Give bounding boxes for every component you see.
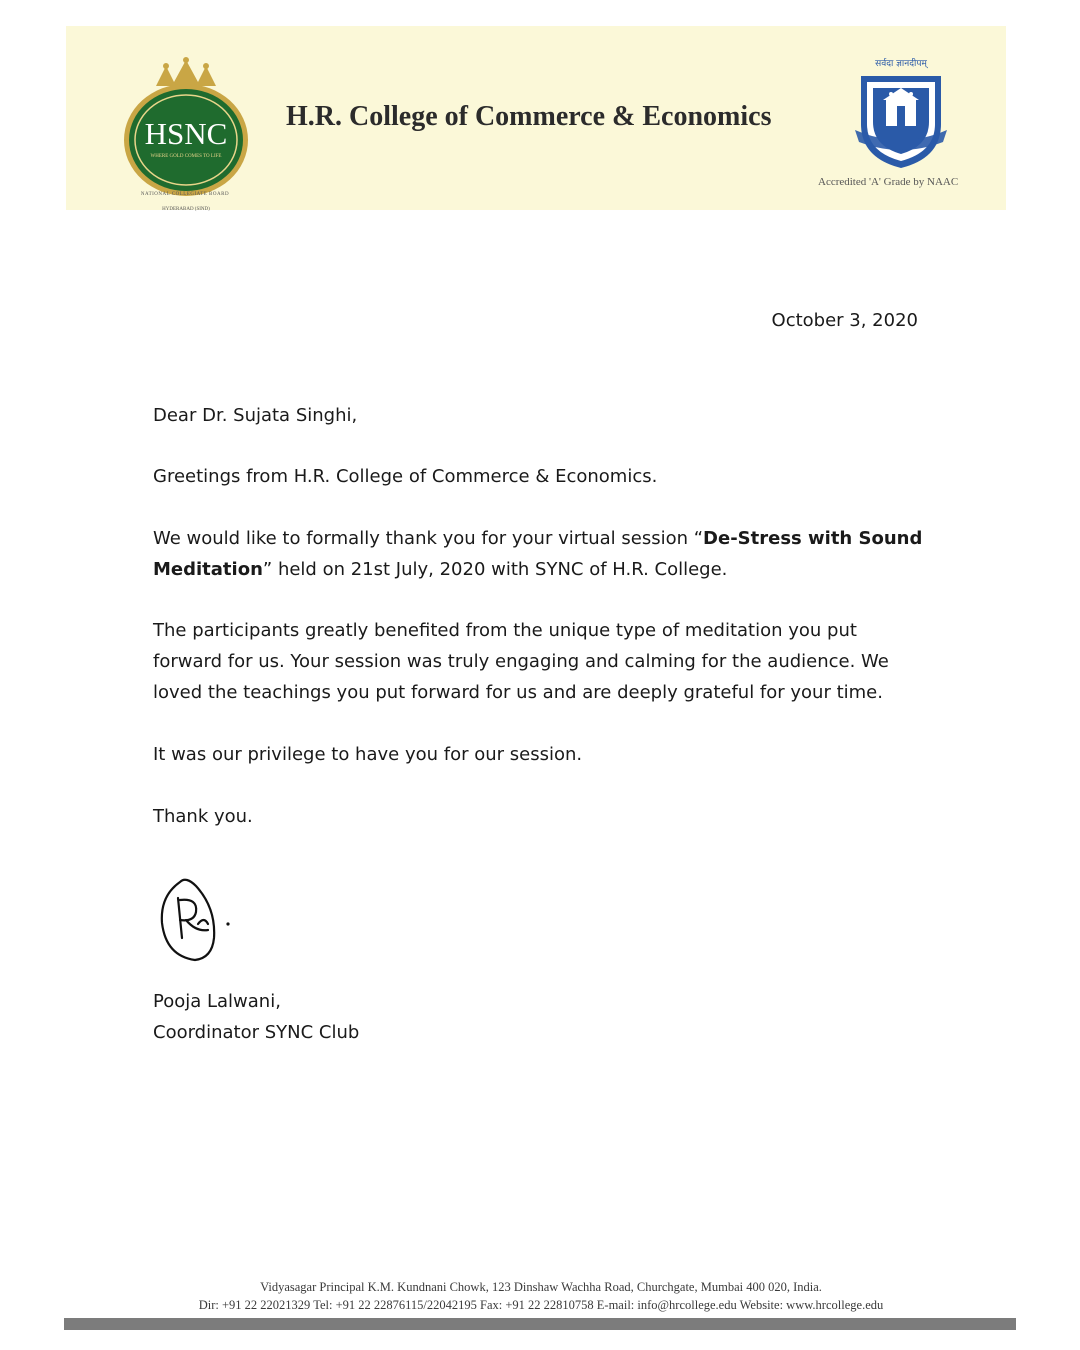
signer-name: Pooja Lalwani, [153,991,281,1012]
paragraph-privilege: It was our privilege to have you for our session. [153,744,583,765]
logo-motto: WHERE GOLD COMES TO LIFE [150,154,222,159]
greeting: Greetings from H.R. College of Commerce & Economics. [153,466,658,487]
paragraph-thanks [153,523,923,585]
footer [66,1278,1016,1314]
logo-text: HSNC [144,116,228,151]
crest-text: सर्वदा ज्ञानदीपम् [875,59,927,69]
letter-date: October 3, 2020 [771,310,918,331]
logo-caption-2: NATIONAL COLLEGIATE BOARD [140,192,230,197]
hsnc-logo [116,56,256,212]
letterhead [66,26,1006,210]
closing: Thank you. [153,806,253,827]
footer-bar [64,1318,1016,1330]
accreditation-text: Accredited 'A' Grade by NAAC [818,176,959,188]
salutation: Dear Dr. Sujata Singhi, [153,405,358,426]
paragraph-feedback: The participants greatly benefited from the unique type of meditation you put forward for us. Your session was truly engaging and calming for the audience. We loved the teachings you put forward for us and are deeply grateful for your time. [153,620,889,703]
footer-address: Vidyasagar Principal K.M. Kundnani Chowk, 123 Dinshaw Wachha Road, Churchgate, Mumbai 400 020, India. [260,1280,822,1294]
para1-text-end: ” held on 21st July, 2020 with SYNC of H.R. College. [262,559,728,580]
session-title: De-Stress with Sound Meditation [153,528,923,580]
college-crest [841,54,961,174]
para1-text-start: We would like to formally thank you for your virtual session “ [153,528,704,549]
signature [150,868,240,968]
footer-contact: Dir: +91 22 22021329 Tel: +91 22 22876115/22042195 Fax: +91 22 22810758 E-mail: info@hrcollege.edu Website: www.hrcollege.edu [198,1298,884,1312]
college-name: H.R. College of Commerce & Economics [286,101,772,132]
signer-title: Coordinator SYNC Club [153,1022,360,1043]
logo-caption-1: HYDERABAD (SIND) [162,207,210,212]
